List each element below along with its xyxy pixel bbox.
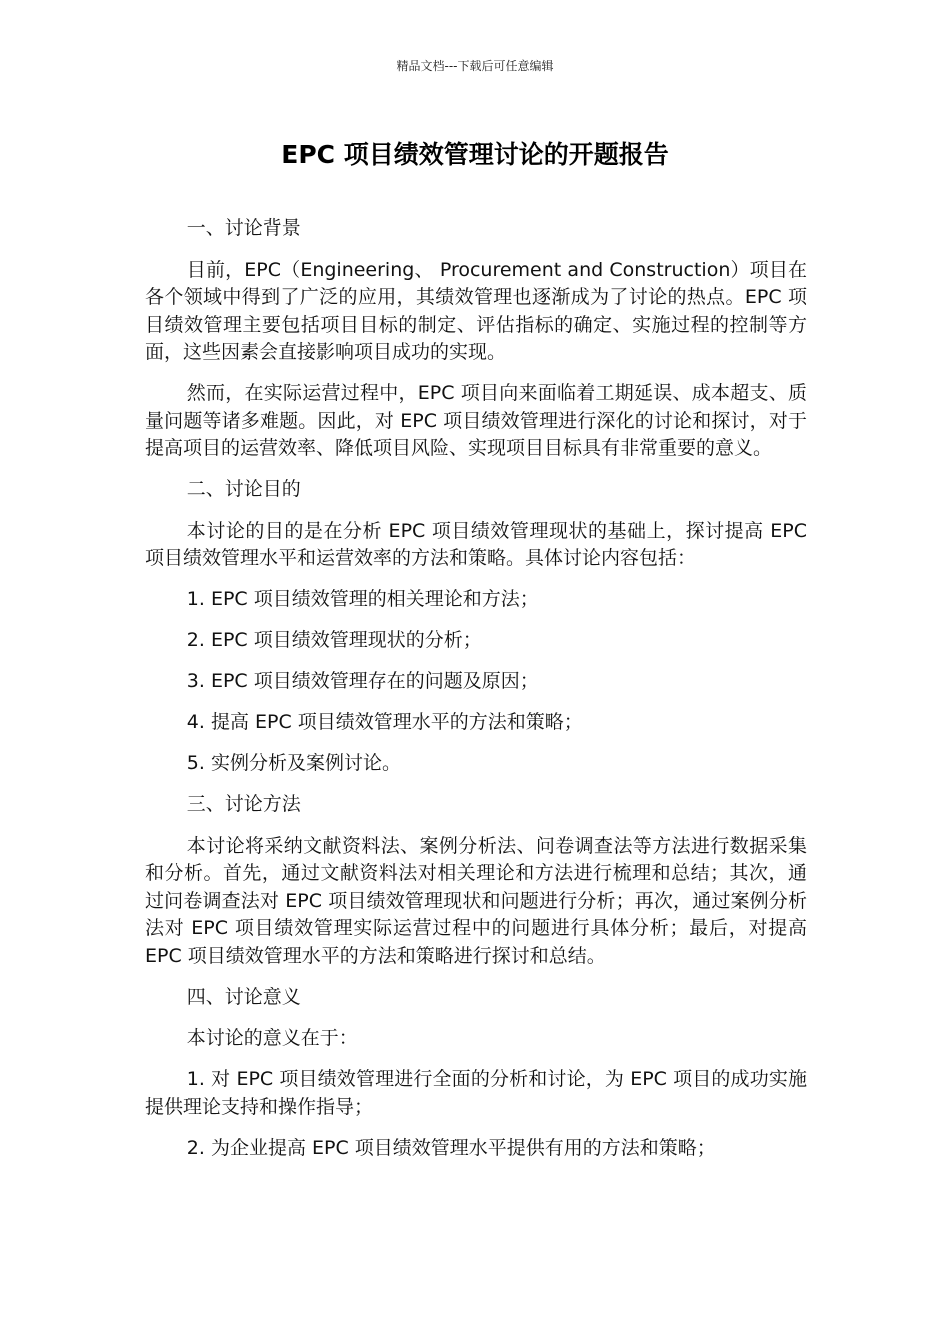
list-item: 1. 对 EPC 项目绩效管理进行全面的分析和讨论，为 EPC 项目的成功实施提供理论支持和操作指导； — [145, 1068, 807, 1118]
paragraph: 本讨论的意义在于： — [186, 1027, 358, 1049]
section-heading-significance: 四、讨论意义 — [186, 985, 301, 1008]
paragraph: 目前，EPC（Engineering、 Procurement and Construction）项目在各个领域中得到了广泛的应用，其绩效管理也逐渐成为了讨论的热点。EPC 项目绩效管理主要包括项目目标的制定、评估指标的确定、实施过程的控制等方面，这些因素会直接影响项目成功的实现。 — [145, 258, 807, 363]
list-item: 2. EPC 项目绩效管理现状的分析； — [186, 629, 482, 651]
paragraph: 本讨论的目的是在分析 EPC 项目绩效管理现状的基础上，探讨提高 EPC 项目绩效管理水平和运营效率的方法和策略。具体讨论内容包括： — [145, 519, 807, 569]
list-item: 2. 为企业提高 EPC 项目绩效管理水平提供有用的方法和策略； — [186, 1136, 716, 1159]
document-body — [145, 215, 807, 1176]
list-item: 5. 实例分析及案例讨论。 — [186, 752, 401, 774]
paragraph: 本讨论将采纳文献资料法、案例分析法、问卷调查法等方法进行数据采集和分析。首先，通过文献资料法对相关理论和方法进行梳理和总结；其次，通过问卷调查法对 EPC 项目绩效管理现状和问题进行分析；再次，通过案例分析法对 EPC 项目绩效管理实际运营过程中的问题进行具体分析；最后，对提高 EPC 项目绩效管理水平的方法和策略进行探讨和总结。 — [145, 834, 807, 967]
list-item: 1. EPC 项目绩效管理的相关理论和方法； — [186, 588, 539, 610]
section-heading-background: 一、讨论背景 — [186, 217, 301, 239]
section-heading-method: 三、讨论方法 — [186, 793, 301, 815]
document-title: EPC 项目绩效管理讨论的开题报告 — [281, 140, 669, 169]
header-note: 精品文档---下载后可任意编辑 — [396, 59, 554, 73]
section-heading-purpose: 二、讨论目的 — [186, 478, 301, 500]
paragraph: 然而，在实际运营过程中，EPC 项目向来面临着工期延误、成本超支、质量问题等诸多难题。因此，对 EPC 项目绩效管理进行深化的讨论和探讨，对于提高项目的运营效率、降低项目风险、实现项目目标具有非常重要的意义。 — [145, 382, 807, 459]
list-item: 3. EPC 项目绩效管理存在的问题及原因； — [186, 670, 539, 692]
list-item: 4. 提高 EPC 项目绩效管理水平的方法和策略； — [186, 711, 583, 733]
